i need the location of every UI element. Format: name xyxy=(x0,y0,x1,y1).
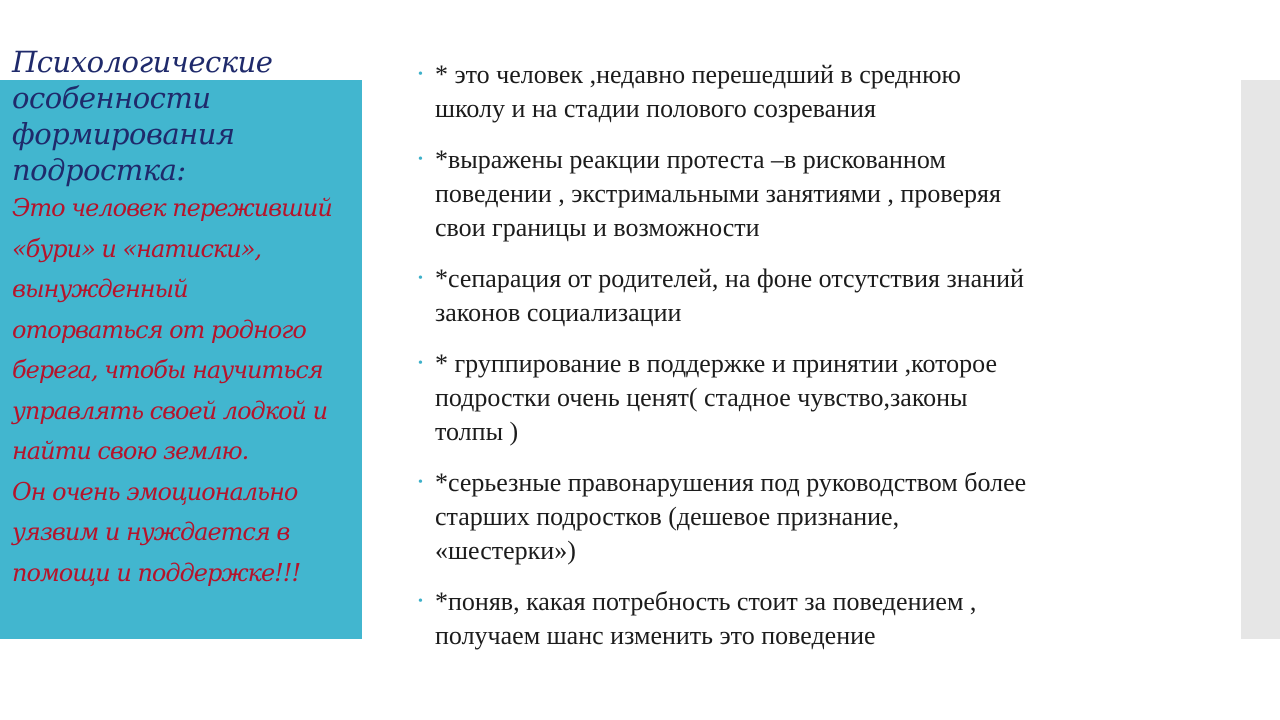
bullet-text-line: «шестерки») xyxy=(435,536,576,565)
bullet-marker-icon: • xyxy=(418,356,423,371)
left-text-block xyxy=(12,44,362,593)
bullet-item xyxy=(418,585,1228,653)
bullet-text-line: толпы ) xyxy=(435,417,519,446)
title-line: особенности xyxy=(12,81,211,115)
bullet-text-line: свои границы и возможности xyxy=(435,213,760,242)
bullet-item xyxy=(418,262,1228,330)
bullet-text-line: *серьезные правонарушения под руководством более xyxy=(435,468,1027,497)
body-line: уязвим и нуждается в xyxy=(12,518,290,546)
body-line: управлять своей лодкой и xyxy=(12,396,328,425)
bullet-item xyxy=(418,58,1228,126)
bullet-marker-icon: • xyxy=(418,594,423,609)
body-line: вынужденный xyxy=(12,275,188,303)
bullet-text-line: * это человек ,недавно перешедший в среднюю xyxy=(435,60,961,89)
bullet-text-line: законов социализации xyxy=(435,298,682,327)
bullet-text-line: *выражены реакции протеста –в рискованном xyxy=(435,145,946,174)
bullet-text-line: *сепарация от родителей, на фоне отсутствия знаний xyxy=(435,264,1024,293)
bullet-marker-icon: • xyxy=(418,271,423,286)
title-line: формирования xyxy=(12,117,235,151)
body-line: «бури» и «натиски», xyxy=(12,234,262,263)
bullet-text-line: поведении , экстримальными занятиями , проверяя xyxy=(435,179,1001,208)
body-line: Он очень эмоционально xyxy=(12,477,298,506)
slide-title xyxy=(12,44,362,188)
title-line: подростка: xyxy=(12,153,186,187)
body-line: берега, чтобы научиться xyxy=(12,356,323,384)
left-body-text xyxy=(12,188,362,593)
bullet-marker-icon: • xyxy=(418,67,423,82)
title-line: Психологические xyxy=(12,45,273,79)
bullet-text-line: получаем шанс изменить это поведение xyxy=(435,621,876,650)
body-line: оторваться от родного xyxy=(12,315,306,344)
bullet-text-line: *поняв, какая потребность стоит за поведением , xyxy=(435,587,977,616)
bullet-marker-icon: • xyxy=(418,152,423,167)
right-side-bar xyxy=(1241,80,1280,639)
bullet-text-line: школу и на стадии полового созревания xyxy=(435,94,876,123)
body-line: найти свою землю. xyxy=(12,437,249,465)
bullet-item xyxy=(418,466,1228,568)
bullet-text-line: старших подростков (дешевое признание, xyxy=(435,502,900,531)
bullet-marker-icon: • xyxy=(418,475,423,490)
bullet-list xyxy=(418,58,1228,670)
body-line: Это человек переживший xyxy=(12,194,332,222)
bullet-text-line: подростки очень ценят( стадное чувство,законы xyxy=(435,383,968,412)
body-line: помощи и поддержке!!! xyxy=(12,558,301,587)
bullet-item xyxy=(418,347,1228,449)
bullet-text-line: * группирование в поддержке и принятии ,которое xyxy=(435,349,997,378)
bullet-item xyxy=(418,143,1228,245)
